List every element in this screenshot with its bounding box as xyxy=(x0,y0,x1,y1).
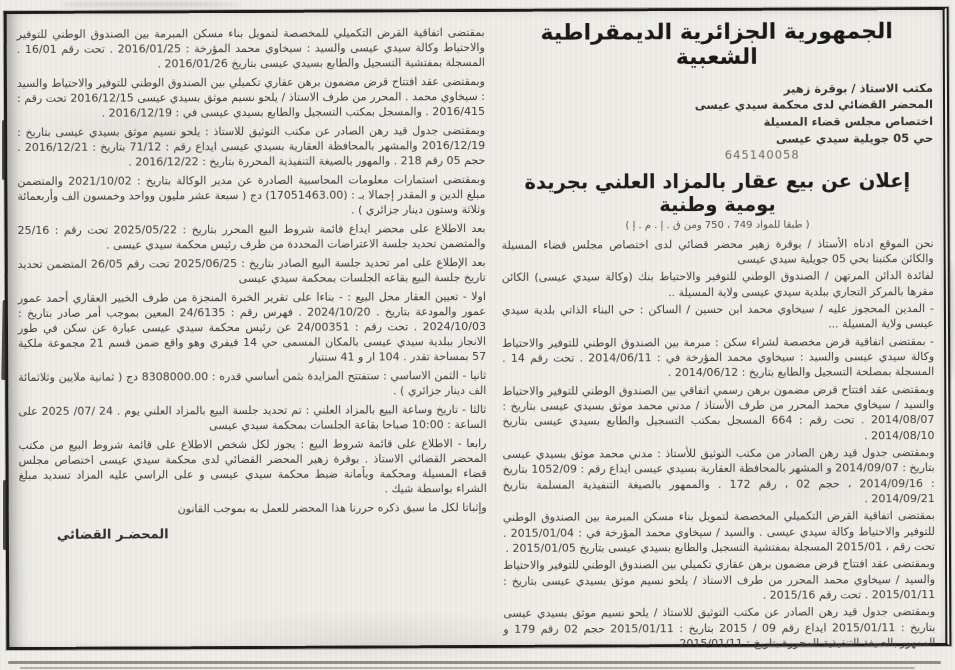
bailiff-office-block xyxy=(501,80,933,165)
notice-title: إعلان عن بيع عقار بالمزاد العلني بجريدة يومية وطنية xyxy=(524,169,911,217)
next-notice-border-line xyxy=(20,667,915,669)
notice-paragraph: بمقتضى اتفاقية القرض التكميلي المخصصة لتمويل بناء مسكن المبرمة بين الصندوق الوطني للتوفير والاحتياط وكالة سيدي عيسى . والسيد / سيخاوي محمد المؤرخة في : 2015/01/04 . تحت رقم ، 2015/01 المسجلة بمفتشية التسجيل والطابع بسيدي عيسى بتاريخ 2015/01/05 . xyxy=(502,509,935,555)
legal-basis-line: ( طبقا للمواد 749 ، 750 ومن ق . إ . م . إ ) xyxy=(625,219,810,232)
notice-paragraph: ثالثا - تاريخ وساعة البيع بالمزاد العلني : تم تحديد جلسة البيع بالمزاد العلني يوم . 24 /07/ 2025 على الساعة : 10:00 صباحا بقاعة الجلسات بمحكمة سيدي عيسى xyxy=(18,402,487,433)
notice-paragraph: بمقتضى اتفاقية القرض التكميلي للمخصصة لتمويل بناء مسكن المبرمة بين الصندوق الوطني للتوفير والاحتياط وكالة سيدي عيسى والسيد : سيخاوي محمد المؤرخة : 2016/01/25 . تحت رقم 16/01 . المسجلة بمفتشية التسجيل والطابع بسيدي عيسى بتاريخ 2016/01/26 . xyxy=(16,25,485,71)
notice-paragraph: لفائدة الدائن المرتهن / الصندوق الوطني للتوفير والاحتياط بنك (وكالة سيدي عيسى) الكائن مقرها بالمركز التجاري ببلدية سيدي عيسى ولاية المسيلة .. xyxy=(501,269,934,299)
column-right xyxy=(501,17,936,650)
office-line: اختصاص مجلس قضاء المسيلة xyxy=(763,113,934,129)
office-line: المحضر القضائي لدى محكمة سيدي عيسى xyxy=(694,97,934,113)
notice-paragraph: نحن الموقع ادناه الأستاذ / بوقرة زهير محضر قضائي لدى اختصاص مجلس قضاء المسيلة والكائن مكتبنا بحي 05 جويلية سيدي عيسى xyxy=(501,236,934,266)
notice-frame xyxy=(4,7,952,650)
notice-paragraph: رابعا - الاطلاع على قائمة شروط البيع : يجوز لكل شخص الاطلاع على قائمة شروط البيع من مكتب المحضر القضائي الاستاذ . بوقرة زهير المحضر القضائي لدى محكمة سيدي عيسى اختصاص مجلس قضاء المسيلة ومحكمة وبأمانة ضبط محكمة سيدي عيسى و على الراسي عليه المزاد تسديد مبلغ الشراء بواسطة شيك . xyxy=(18,436,487,496)
notice-paragraph: بعد الاطلاع على محضر ايداع قائمة شروط البيع المحرر بتاريخ : 2025/05/22 تحت رقم : 25/16 والمتضمن تحديد جلسة الاعتراضات المحددة من طرف رئيس محكمة سيدي عيسى . xyxy=(17,222,486,252)
republic-title: الجمهورية الجزائرية الديمقراطية الشعبية xyxy=(540,19,893,71)
closing-statement: وإثباتا لكل ما سبق ذكره حررنا هذا المحضر للعمل به بموجب القانون xyxy=(177,500,487,516)
next-notice-border-line xyxy=(8,661,941,664)
notice-paragraph: وبمقتضى جدول قيد رهن الصادر عن مكتب التوثيق للاستاذ / يلحو نسيم موثق بسيدي عيسى بتاريخ : 2015/01/11 ايداع رقم 09 / 2015 بتاريخ : 2015/01/11 حجم 02 رقم 179 و الممهور بالصيغة التنفيذية المحررة بتاريخ : 2015/01/11 . xyxy=(503,605,936,650)
right-column-paragraphs xyxy=(502,236,936,652)
phone-number: 645140058 xyxy=(724,147,800,163)
notice-paragraph: وبمقتضى جدول قيد رهن الصادر من مكتب التوثيق للأستاذ : مدني محمد موثق بسيدي عيسى بتاريخ : 2014/09/07 و المشهر بالمحافظة العقارية بسيدي عيسى ايداع رقم : 1052/09 بتاريخ : 2014/09/16 ، حجم 02 ، رقم 172 . والممهور بالصيغة التنفيذية المسلمة بتاريخ 2014/09/21 . xyxy=(502,446,935,506)
scan-ink-blot xyxy=(3,480,7,550)
notice-paragraph: - المدين المحجوز عليه / سيخاوي محمد ابن حسين / الساكن : حي البناء الذاتي بلدية سيدي عيسى ولاية المسيلة ... xyxy=(501,302,935,331)
notice-paragraph: بعد الإطلاع على امر تحديد جلسة البيع الصادر بتاريخ : 2025/06/25 تحت رقم 26/05 المتضمن تحديد تاريخ جلسة البيع بقاعه الجلسات بمحكمة سيدي عيسى xyxy=(17,255,486,286)
scan-smudge xyxy=(60,2,240,7)
notice-paragraph: وبمقتضى جدول قيد رهن الصادر عن مكتب التوثيق للاستاذ : يلحو نسيم موثق بسيدي عيسى بتاريخ : 2016/12/19 والمشهر بالمحافظة العقارية بسيدي عيسى ايداع رقم : 71/12 بتاريخ : 2016/12/21 . حجم 05 رقم 218 . والمهور بالصيغة التنفيذية المحررة بتاريخ : 2016/12/22 . xyxy=(17,123,486,169)
office-line: مكتب الاستاذ / بوقرة زهير xyxy=(783,80,933,96)
left-column-paragraphs xyxy=(17,25,487,499)
notice-paragraph: وبمقتضى استمارات معلومات المحاسبية الصادرة عن مدير الوكالة بتاريخ : 2021/10/02 والمتضمن مبلغ الدين و المقدر إجمالا بـ : (17051463.00) دج ( سبعة عشر مليون وواحد وخمسون الف وأربعمائة وثلاثة وستون دينار جزائري ) . xyxy=(17,173,486,217)
notice-paragraph: ثانيا - الثمن الاساسي : ستفتتح المزايدة بثمن أساسي قدره : 8308000.00 دج ( ثمانية ملايين وثلاثمائة الف دينار جزائري ) . xyxy=(18,369,487,398)
office-lines xyxy=(501,80,933,149)
notice-paragraph: وبمقتضى عقد افتتاح قرض مضمون برهن عقاري تكميلي بين الصندوق الوطني للتوفير والاحتياط والسيد / سيخاوي محمد المحرر من طرف الاستاذ / يلحو نسيم موثق بسيدي عيسى بتاريخ : 2015/01/11 . تحت رقم 2015/16 . xyxy=(503,557,936,602)
column-left xyxy=(17,19,488,643)
notice-paragraph: - بمقتضى اتفاقية قرض مخصصة لشراء سكن : مبرمة بين الصندوق الوطني للتوفير والاحتياط وكالة سيدي عيسى والسيد : سيخاوي محمد المؤرخة في : 2014/06/11 . تحت رقم 14 . المسجلة بمصلحة التسجيل والطابع بتاريخ : 2014/06/12 . xyxy=(502,335,935,380)
notice-paragraph: اولا - تعيين العقار محل البيع : - بناءا على تقرير الخبرة المنجزة من طرف الخبير العقاري أحمد عمور عمور والمودعة بتاريخ . 2024/10/20 . فهرس رقم : 24/6135 المعين بموجب أمر صادر بتاريخ : 2024/10/03 . تحت رقم : 24/00351 عن رئيس محكمة سيدي عيسى عبارة عن سكن في طور الانجاز ببلدية سيدي عيسى بالمكان المسمى حي 14 فيفري وهو واقع ضمن قسم 21 مجموعة ملكية 57 بمساحة تقدر . 104 ار و 41 سنتيار xyxy=(17,289,487,365)
notice-paragraph: وبمقتضى عقد افتتاح قرض مضمون برهن عقاري تكميلي بين الصندوق الوطني للتوفير والاحتياط والسيد : سيخاوي محمد . المحرر من طرف الاستاذ / يلحو نسيم موثق بسيدي عيسى 2016/12/15 تحت رقم : 2016/415 . والمسجل بمكتب التسجيل والطابع بسيدي عيسى في : 2016/12/19 . xyxy=(16,74,486,120)
office-line: حي 05 جويلية سيدي عيسى xyxy=(775,130,934,146)
scan-ink-blot xyxy=(2,120,7,180)
signature-line: المحضـر القضائي xyxy=(56,527,169,543)
notice-paragraph: وبمقتضى عقد افتتاح قرض مضمون برهن رسمي اتفاقي بين الصندوق الوطني للتوفير والاحتياط والسيد / سيخاوي محمد المحرر من طرف الأستاذ / مدني محمد موثق بسيدي عيسى بتاريخ : 2014/08/07 . تحت رقم : 664 المسجل بمكتب التسجيل والطابع بسيدي عيسى بتاريخ 2014/08/10 . xyxy=(502,383,935,442)
